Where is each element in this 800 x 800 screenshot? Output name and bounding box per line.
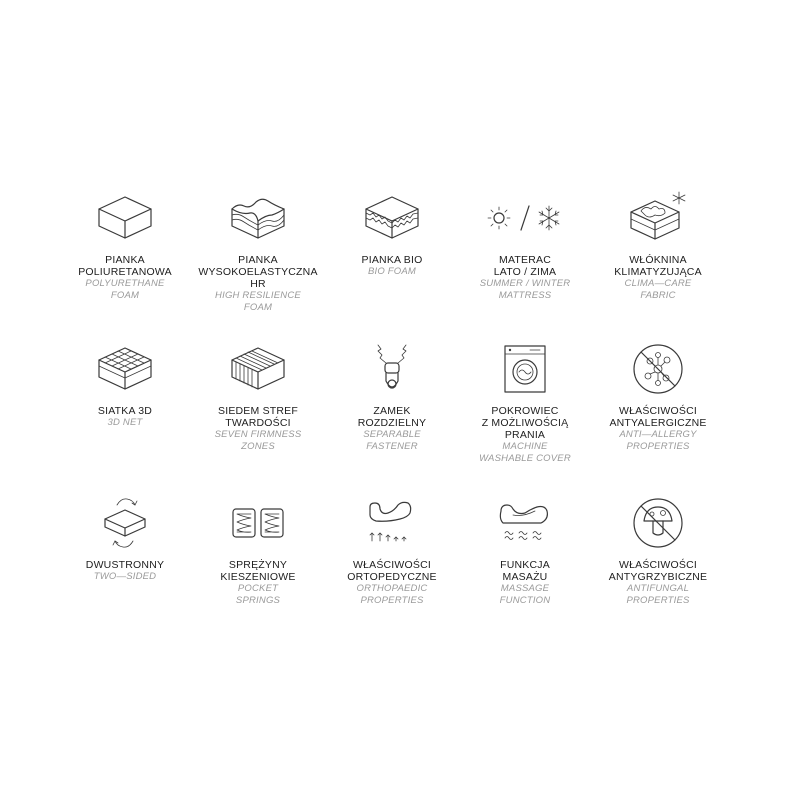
feature-hr-foam: [183, 186, 333, 314]
pocket-springs-icon: [183, 491, 333, 555]
3d-net-icon: [50, 337, 200, 401]
feature-anti-allergy: [583, 337, 733, 453]
label-pl: PIANKA POLIURETANOWA: [78, 254, 172, 278]
label-en: TWO—SIDED: [93, 571, 157, 582]
feature-orthopaedic: [317, 491, 467, 607]
bio-foam-icon: [317, 186, 467, 250]
feature-summer-winter: [450, 186, 600, 302]
label-pl: SIEDEM STREF TWARDOŚCI: [218, 405, 298, 429]
washing-machine-icon: [450, 337, 600, 401]
label-pl: WŁAŚCIWOŚCI ANTYALERGICZNE: [609, 405, 707, 429]
label-en: ANTI—ALLERGY PROPERTIES: [619, 429, 697, 452]
label-pl: PIANKA WYSOKOELASTYCZNA HR: [198, 254, 318, 290]
label-pl: WŁAŚCIWOŚCI ORTOPEDYCZNE: [347, 559, 437, 583]
label-en: ORTHOPAEDIC PROPERTIES: [356, 583, 428, 606]
label-en: POLYURETHANE FOAM: [85, 278, 165, 301]
label-en: MASSAGE FUNCTION: [499, 583, 551, 606]
label-en: SEPARABLE FASTENER: [363, 429, 421, 452]
summer-winter-icon: [450, 186, 600, 250]
label-en: MACHINE WASHABLE COVER: [479, 441, 571, 464]
clima-care-icon: [583, 186, 733, 250]
label-pl: PIANKA BIO: [361, 254, 423, 266]
two-sided-icon: [50, 491, 200, 555]
label-en: CLIMA—CARE FABRIC: [624, 278, 692, 301]
hr-foam-icon: [183, 186, 333, 250]
label-en: SEVEN FIRMNESS ZONES: [214, 429, 302, 452]
feature-clima-care: [583, 186, 733, 302]
label-pl: ZAMEK ROZDZIELNY: [357, 405, 427, 429]
label-pl: DWUSTRONNY: [85, 559, 165, 571]
feature-pocket-springs: [183, 491, 333, 607]
zipper-icon: [317, 337, 467, 401]
label-en: HIGH RESILIENCE FOAM: [215, 290, 301, 313]
label-en: BIO FOAM: [367, 266, 417, 277]
label-en: ANTIFUNGAL PROPERTIES: [626, 583, 690, 606]
label-en: SUMMER / WINTER MATTRESS: [479, 278, 571, 301]
label-pl: WŁAŚCIWOŚCI ANTYGRZYBICZNE: [608, 559, 708, 583]
feature-separable-fastener: [317, 337, 467, 453]
feature-two-sided: [50, 491, 200, 583]
label-pl: SPRĘŻYNY KIESZENIOWE: [220, 559, 296, 583]
label-pl: FUNKCJA MASAŻU: [500, 559, 550, 583]
feature-washable-cover: [450, 337, 600, 465]
feature-3d-net: [50, 337, 200, 429]
feature-massage: [450, 491, 600, 607]
label-pl: POKROWIEC Z MOŻLIWOŚCIĄ PRANIA: [481, 405, 569, 441]
feature-polyurethane-foam: [50, 186, 200, 302]
massage-icon: [450, 491, 600, 555]
feature-seven-zones: [183, 337, 333, 453]
feature-antifungal: [583, 491, 733, 607]
label-pl: MATERAC LATO / ZIMA: [493, 254, 557, 278]
label-en: POCKET SPRINGS: [235, 583, 281, 606]
label-pl: SIATKA 3D: [97, 405, 153, 417]
label-pl: WŁÓKNINA KLIMATYZUJĄCA: [614, 254, 702, 278]
seven-zones-icon: [183, 337, 333, 401]
feature-bio-foam: [317, 186, 467, 278]
foam-block-icon: [50, 186, 200, 250]
anti-allergy-icon: [583, 337, 733, 401]
label-en: 3D NET: [107, 417, 143, 428]
orthopaedic-icon: [317, 491, 467, 555]
antifungal-icon: [583, 491, 733, 555]
